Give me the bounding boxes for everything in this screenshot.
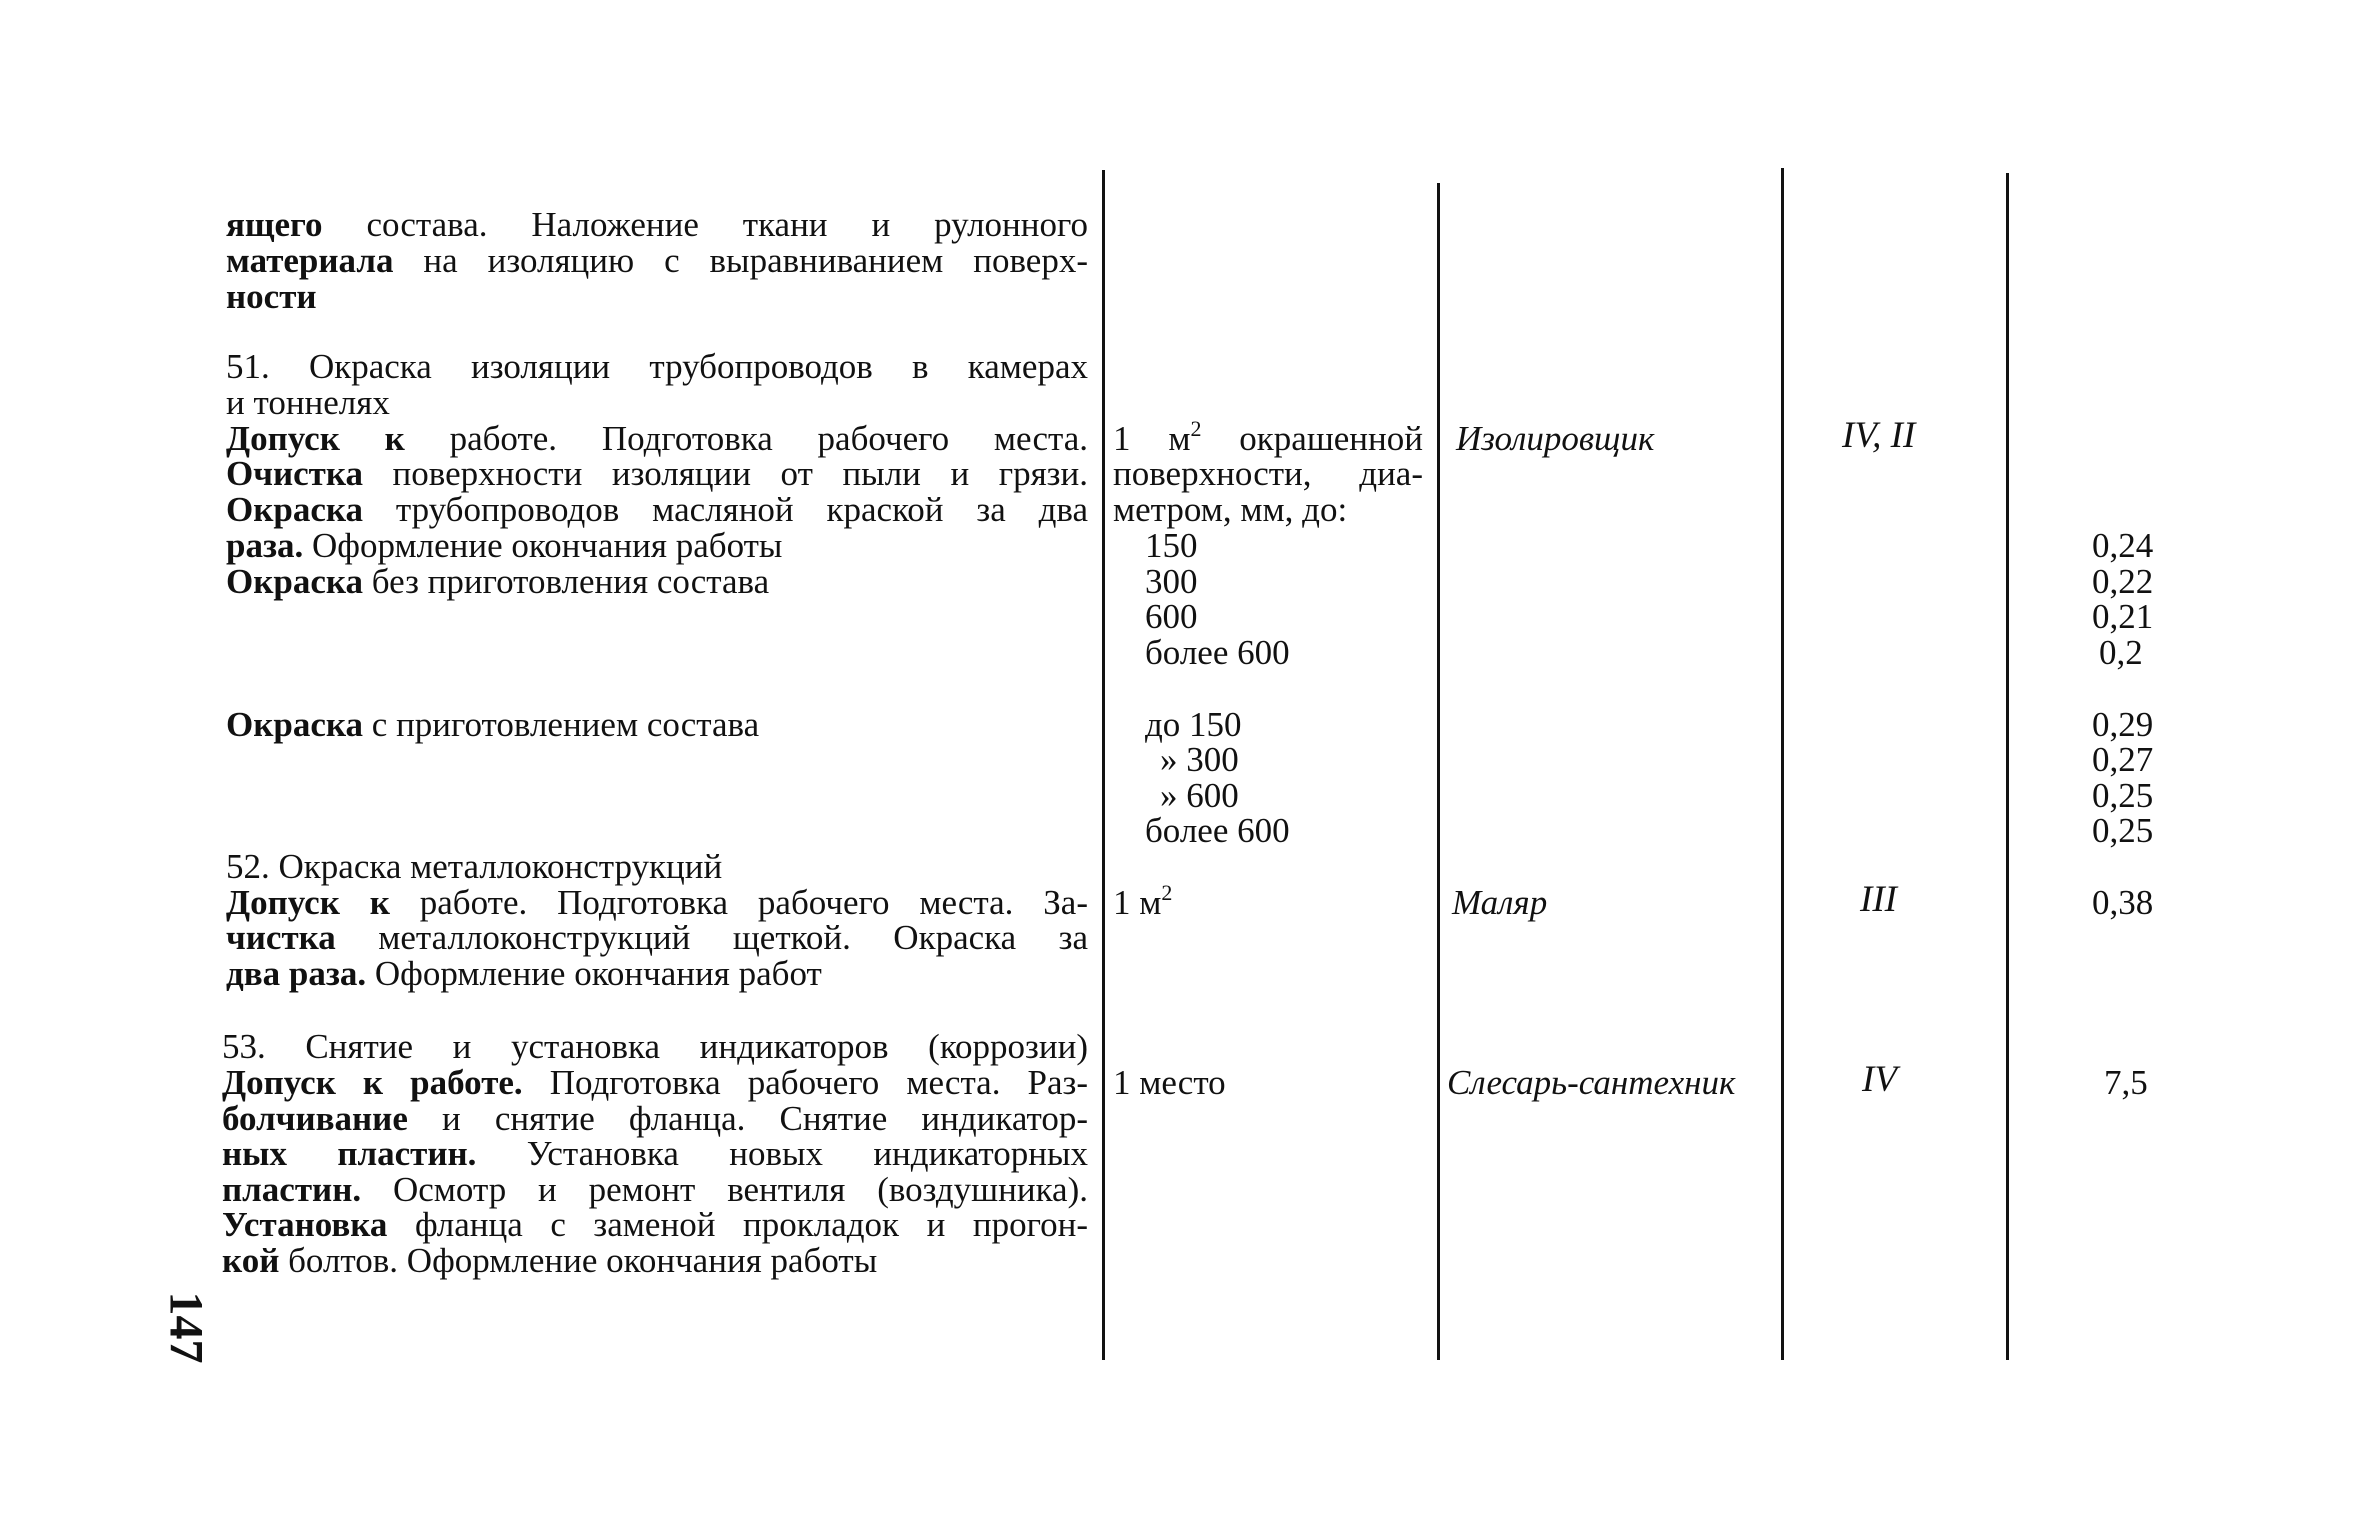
item-51-sub-b-size-2: » 300 [1160,740,1239,779]
item-51-sub-b-value-3: 0,25 [2092,776,2154,815]
item-51-desc-line-4: раза. Оформление окончания работы [226,526,783,565]
item-53-desc-line-1: Допуск к работе. Подготовка рабочего места. Раз- [222,1063,1088,1102]
item-51-desc-line-2: Очистка поверхности изоляции от пыли и грязи. [226,454,1088,493]
item-51-grade: IV, II [1842,415,1916,456]
column-divider-1 [1102,170,1105,1360]
page-number: 147 [159,1291,213,1364]
intro-line-3: ности [226,277,317,316]
item-51-unit-line-1: 1 $м^2$ окрашенной [1113,416,1423,458]
item-52-unit: 1 $м^2$ [1113,880,1173,922]
item-53-worker: Слесарь-сантехник [1447,1063,1736,1102]
item-52-desc-line-3: два раза. Оформление окончания работ [226,954,822,993]
item-51-sub-a-label: Окраска без приготовления состава [226,562,770,601]
item-51-unit-line-2: поверхности, диа- [1113,454,1423,493]
item-53-value: 7,5 [2104,1063,2148,1102]
item-51-sub-a-size-1: 150 [1145,526,1198,565]
item-53-unit: 1 место [1113,1063,1226,1102]
item-53-desc-line-3: ных пластин. Установка новых индикаторных [222,1134,1088,1173]
item-52-title: 52. Окраска металлоконструкций [226,847,723,886]
item-53-desc-line-5: Установка фланца с заменой прокладок и прогон- [222,1205,1088,1244]
item-51-sub-a-size-2: 300 [1145,562,1198,601]
column-divider-4 [2006,173,2009,1360]
item-51-sub-b-size-1: до 150 [1145,705,1242,744]
item-52-value: 0,38 [2092,883,2154,922]
item-53-grade: IV [1862,1059,1897,1100]
item-51-sub-b-value-1: 0,29 [2092,705,2154,744]
item-53-desc-line-6: кой болтов. Оформление окончания работы [222,1241,878,1280]
item-51-sub-a-value-4: 0,2 [2099,633,2143,672]
item-52-grade: III [1860,879,1897,920]
column-divider-2 [1437,183,1440,1360]
item-51-sub-b-value-2: 0,27 [2092,740,2154,779]
item-51-sub-b-value-4: 0,25 [2092,811,2154,850]
column-divider-3 [1781,168,1784,1360]
item-51-sub-b-size-3: » 600 [1160,776,1239,815]
item-51-desc-line-3: Окраска трубопроводов масляной краской за два [226,490,1088,529]
intro-line-2: материала на изоляцию с выравниванием поверх- [226,241,1088,280]
item-52-worker: Маляр [1452,883,1548,922]
item-51-title-line-2: и тоннелях [226,383,390,422]
item-53-title: 53. Снятие и установка индикаторов (коррозии) [222,1027,1088,1066]
item-51-sub-a-value-3: 0,21 [2092,597,2154,636]
item-51-sub-a-value-1: 0,24 [2092,526,2154,565]
item-51-unit-line-3: метром, мм, до: [1113,490,1348,529]
item-51-sub-b-size-4: более 600 [1145,811,1290,850]
item-53-desc-line-2: болчивание и снятие фланца. Снятие индикатор- [222,1099,1088,1138]
item-51-sub-b-label: Окраска с приготовлением состава [226,705,760,744]
item-51-worker: Изолировщик [1456,419,1655,458]
item-52-desc-line-1: Допуск к работе. Подготовка рабочего места. За- [226,883,1088,922]
item-51-sub-a-size-3: 600 [1145,597,1198,636]
item-53-desc-line-4: пластин. Осмотр и ремонт вентиля (воздушника). [222,1170,1088,1209]
intro-line-1: ящего состава. Наложение ткани и рулонного [226,205,1088,244]
item-51-title-line-1: 51. Окраска изоляции трубопроводов в камерах [226,347,1088,386]
item-52-desc-line-2: чистка металлоконструкций щеткой. Окраска за [226,918,1088,957]
item-51-sub-a-size-4: более 600 [1145,633,1290,672]
item-51-desc-line-1: Допуск к работе. Подготовка рабочего места. [226,419,1088,458]
item-51-sub-a-value-2: 0,22 [2092,562,2154,601]
